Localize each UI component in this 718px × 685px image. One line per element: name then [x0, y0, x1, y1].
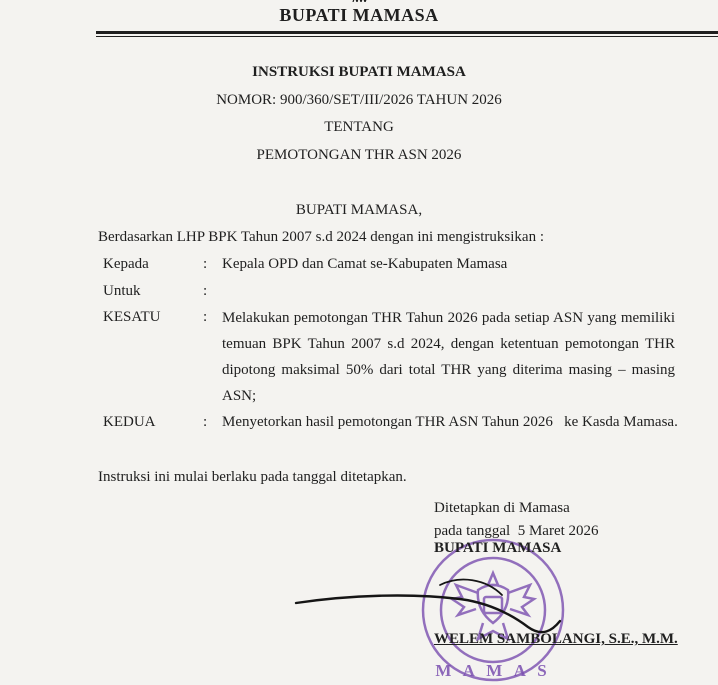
item-colon: : — [203, 256, 208, 272]
item-label-untuk: Untuk — [103, 283, 141, 299]
item-colon: : — [203, 414, 208, 430]
item-value-kedua: Menyetorkan hasil pemotongan THR ASN Tahun 2026 ke Kasda Mamasa. — [222, 414, 678, 430]
preamble: Berdasarkan LHP BPK Tahun 2007 s.d 2024 dengan ini mengistruksikan : — [98, 229, 544, 245]
closing-statement: Instruksi ini mulai berlaku pada tanggal ditetapkan. — [98, 469, 407, 485]
item-value-kesatu: Melakukan pemotongan THR Tahun 2026 pada setiap ASN yang memiliki temuan BPK Tahun 2007 s.d 2024, dengan ketentuan pemotongan THR dipotong maksimal 50% dari total THR yang diterima masing – masing ASN; — [222, 310, 675, 404]
item-label-kesatu: KESATU — [103, 309, 161, 325]
signature-date: pada tanggal 5 Maret 2026 — [434, 523, 599, 539]
svg-text:M A M A S: M A M A S — [435, 661, 551, 680]
item-label-kedua: KEDUA — [103, 414, 156, 430]
letterhead-rule-thick — [96, 31, 718, 34]
letterhead-title: BUPATI MAMASA — [279, 5, 439, 25]
item-colon: : — [203, 309, 208, 325]
issuer-line: BUPATI MAMASA, — [295, 202, 423, 218]
signature-place: Ditetapkan di Mamasa — [434, 500, 570, 516]
letterhead-rule-thin — [96, 36, 718, 37]
about-label: TENTANG — [324, 119, 394, 135]
signatory-name: WELEM SAMBOLANGI, S.E., M.M. — [434, 631, 678, 647]
instruction-number: NOMOR: 900/360/SET/III/2026 TAHUN 2026 — [216, 92, 502, 108]
item-colon: : — [203, 283, 208, 299]
item-value-kepada: Kepala OPD dan Camat se-Kabupaten Mamasa — [222, 256, 508, 272]
instruction-title: INSTRUKSI BUPATI MAMASA — [252, 64, 466, 80]
signature-position: BUPATI MAMASA — [434, 540, 562, 556]
garuda-crest-icon — [352, 0, 368, 2]
instruction-subject: PEMOTONGAN THR ASN 2026 — [256, 147, 462, 163]
item-label-kepada: Kepada — [103, 256, 149, 272]
